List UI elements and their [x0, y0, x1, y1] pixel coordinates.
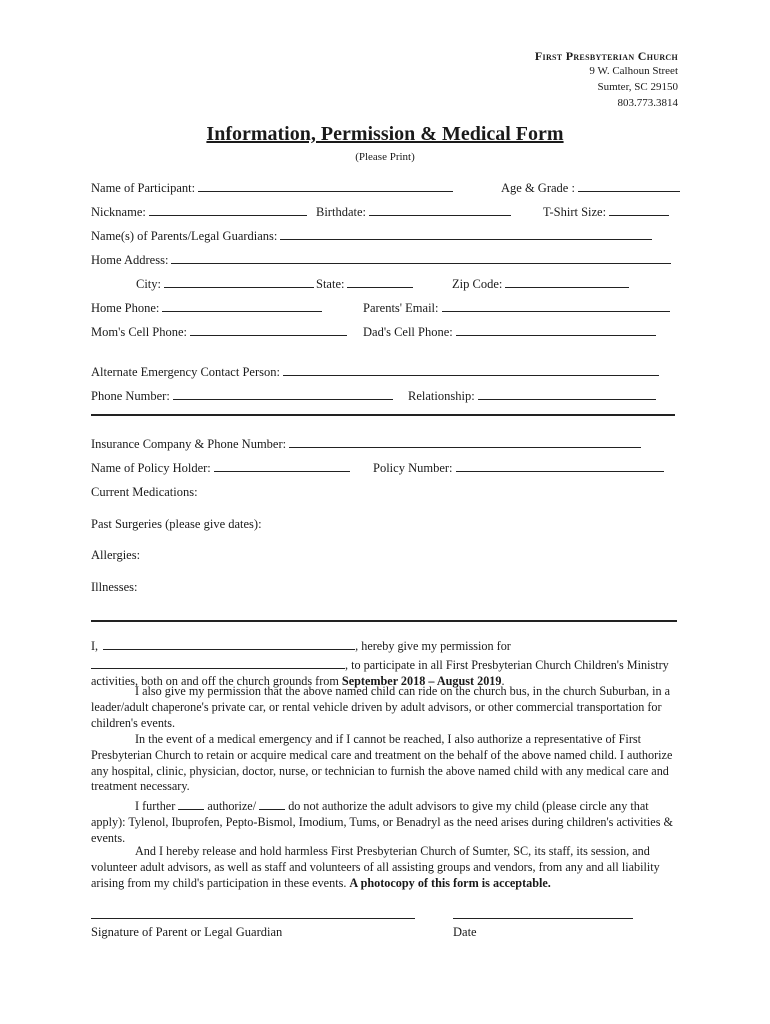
allergies-label: Allergies: — [91, 548, 141, 562]
p4-b: authorize/ — [204, 799, 260, 813]
p1-end: . — [501, 673, 505, 688]
authorize-blank[interactable] — [178, 796, 204, 810]
city-field[interactable] — [164, 274, 314, 288]
child-name-field[interactable] — [91, 655, 345, 669]
not-authorize-blank[interactable] — [259, 796, 285, 810]
participant-field[interactable] — [198, 178, 453, 192]
alt-phone-row — [91, 386, 393, 404]
form-title: Information, Permission & Medical Form — [206, 123, 564, 145]
state-label: State: — [316, 277, 345, 291]
age-grade-field[interactable] — [578, 178, 680, 192]
illnesses-label: Illnesses: — [91, 580, 138, 594]
birthdate-label: Birthdate: — [316, 205, 366, 219]
church-name: First Presbyterian Church — [534, 49, 678, 63]
p1-b: , to participate in all First Presbyterian Church Children's Ministry activities, both on and off the church grounds from — [91, 657, 669, 688]
section-divider-1 — [91, 414, 675, 416]
participant-row — [91, 178, 453, 196]
policy-holder-row — [91, 458, 350, 476]
p2-text: I also give my permission that the above named child can ride on the church bus, in the church Suburban, in a leader/adult chaperone's private car, or rental vehicle driven by adult advisors, or other commercial transportation for children's events. — [91, 684, 671, 730]
guardians-field[interactable] — [280, 226, 652, 240]
surgeries-label: Past Surgeries (please give dates): — [91, 517, 262, 531]
tshirt-row — [543, 202, 669, 220]
alt-contact-label: Alternate Emergency Contact Person: — [91, 365, 280, 379]
permission-paragraph-4 — [91, 796, 681, 846]
zip-label: Zip Code: — [452, 277, 503, 291]
medications-label: Current Medications: — [91, 485, 198, 499]
nickname-label: Nickname: — [91, 205, 146, 219]
nickname-field[interactable] — [149, 202, 307, 216]
home-address-label: Home Address: — [91, 253, 169, 267]
parent-name-field[interactable] — [103, 636, 355, 650]
church-phone: 803.773.3814 — [617, 97, 678, 109]
date-label: Date — [453, 925, 477, 939]
policy-holder-label: Name of Policy Holder: — [91, 461, 211, 475]
p1-dates: September 2018 – August 2019 — [341, 673, 502, 688]
permission-paragraph-2 — [91, 684, 681, 731]
mom-cell-label: Mom's Cell Phone: — [91, 325, 188, 339]
section-divider-2 — [91, 620, 677, 622]
participant-label: Name of Participant: — [91, 181, 196, 195]
permission-paragraph-5 — [91, 844, 681, 891]
alt-phone-label: Phone Number: — [91, 389, 170, 403]
p3-text: In the event of a medical emergency and if I cannot be reached, I also authorize a representative of First Presbyterian Church to retain or acquire medical care and treatment on the behalf of the above named child. I authorize any hospital, clinic, physician, doctor, nurse, or technician to furnish the above named child with any medical care and treatment necessary. — [91, 732, 673, 794]
relationship-field[interactable] — [478, 386, 656, 400]
home-address-row — [91, 250, 671, 268]
alt-phone-field[interactable] — [173, 386, 393, 400]
policy-number-row — [373, 458, 664, 476]
mom-cell-row — [91, 322, 347, 340]
zip-field[interactable] — [505, 274, 629, 288]
parents-email-row — [363, 298, 670, 316]
parents-email-field[interactable] — [442, 298, 670, 312]
form-subtitle: (Please Print) — [355, 151, 415, 163]
dad-cell-label: Dad's Cell Phone: — [363, 325, 453, 339]
state-field[interactable] — [347, 274, 413, 288]
birthdate-field[interactable] — [369, 202, 511, 216]
address-line-1: 9 W. Calhoun Street — [589, 65, 678, 77]
policy-number-label: Policy Number: — [373, 461, 453, 475]
p1-start: I, — [91, 639, 99, 653]
mom-cell-field[interactable] — [190, 322, 347, 336]
state-row — [316, 274, 413, 292]
age-grade-label: Age & Grade : — [501, 181, 575, 195]
zip-row — [452, 274, 629, 292]
p4-a: I further — [135, 799, 179, 813]
signature-line[interactable] — [91, 918, 415, 919]
home-phone-field[interactable] — [162, 298, 322, 312]
p5-text: And I hereby release and hold harmless First Presbyterian Church of Sumter, SC, its staff, its session, and volunteer adult advisors, as well as staff and volunteers of all assisting groups and vendors, from any and all liability arising from my child's participation in these events. — [91, 844, 660, 890]
home-phone-label: Home Phone: — [91, 301, 160, 315]
alt-contact-field[interactable] — [283, 362, 659, 376]
insurance-label: Insurance Company & Phone Number: — [91, 437, 287, 451]
guardians-row — [91, 226, 652, 244]
home-address-field[interactable] — [171, 250, 671, 264]
alt-contact-row — [91, 362, 659, 380]
city-row — [136, 274, 314, 292]
permission-paragraph-3 — [91, 732, 681, 795]
dad-cell-row — [363, 322, 656, 340]
tshirt-label: T-Shirt Size: — [543, 205, 607, 219]
address-line-2: Sumter, SC 29150 — [597, 81, 678, 93]
date-line[interactable] — [453, 918, 633, 919]
birthdate-row — [316, 202, 511, 220]
signature-label: Signature of Parent or Legal Guardian — [91, 925, 283, 939]
policy-number-field[interactable] — [456, 458, 664, 472]
nickname-row — [91, 202, 307, 220]
relationship-row — [408, 386, 656, 404]
relationship-label: Relationship: — [408, 389, 475, 403]
p5-bold: A photocopy of this form is acceptable. — [349, 875, 551, 890]
policy-holder-field[interactable] — [214, 458, 350, 472]
home-phone-row — [91, 298, 322, 316]
tshirt-field[interactable] — [609, 202, 669, 216]
permission-paragraph-1 — [91, 636, 681, 689]
p1-a: , hereby give my permission for — [355, 639, 511, 653]
insurance-row — [91, 434, 641, 452]
insurance-field[interactable] — [289, 434, 641, 448]
dad-cell-field[interactable] — [456, 322, 656, 336]
guardians-label: Name(s) of Parents/Legal Guardians: — [91, 229, 278, 243]
city-label: City: — [136, 277, 162, 291]
p4-c: do not authorize the adult advisors to give my child (please circle any that apply): Tylenol, Ibuprofen, Pepto-Bismol, Imodium, Tums, or Benadryl as the need arises during children's activities & events. — [91, 799, 673, 845]
parents-email-label: Parents' Email: — [363, 301, 439, 315]
age-grade-row — [501, 178, 680, 196]
